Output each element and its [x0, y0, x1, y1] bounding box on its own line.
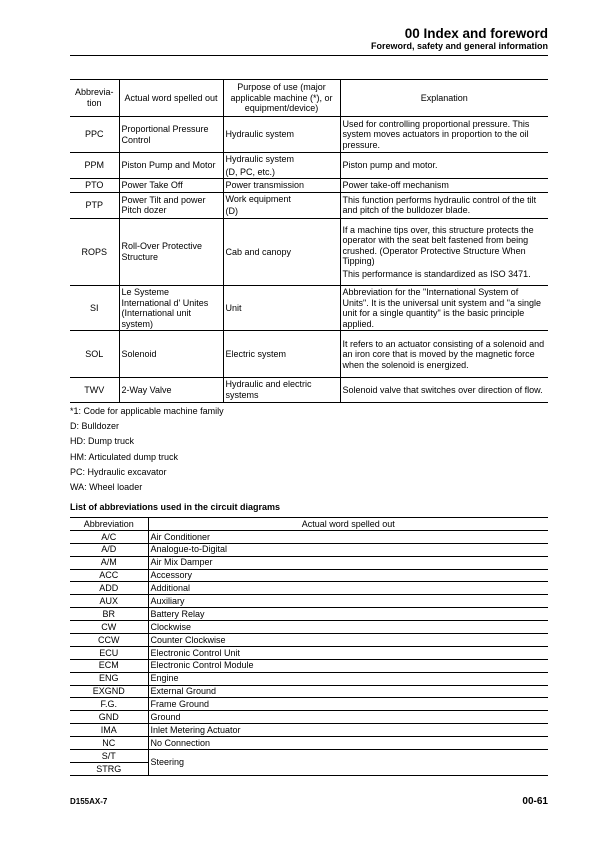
- word-cell: [119, 331, 223, 378]
- abbreviation-cell: F.G.: [70, 698, 148, 711]
- table-row: [70, 286, 548, 331]
- table-row: [70, 530, 548, 543]
- table-header-row: [70, 80, 548, 117]
- column-header-word: Actual word spelled out: [119, 80, 223, 117]
- section-title: List of abbreviations used in the circuit diagrams: [70, 502, 281, 512]
- explanation-cell-text: If a machine tips over, this structure protects the operator with the seat belt fastened from being crushed. (Operator Protective Structure When Tipping): [342, 224, 534, 267]
- note-item: D: Bulldozer: [70, 421, 120, 432]
- page-number: 00-61: [522, 796, 548, 807]
- purpose-cell-text-2: (D): [225, 206, 238, 217]
- word-cell: Accessory: [148, 569, 548, 582]
- explanation-cell-text: Solenoid valve that switches over direction of flow.: [342, 384, 543, 395]
- word-cell-text: Solenoid: [121, 349, 157, 360]
- explanation-cell-text: It refers to an actuator consisting of a solenoid and an iron core that is moved by the magnetic force when the solenoid is energized.: [342, 338, 545, 370]
- abbreviation-cell: NC: [70, 737, 148, 750]
- abbreviation-cell: A/M: [70, 556, 148, 569]
- table-row: [70, 659, 548, 672]
- table-row: [70, 672, 548, 685]
- abbreviation-cell: CW: [70, 621, 148, 634]
- word-cell: [119, 192, 223, 218]
- word-cell: Frame Ground: [148, 698, 548, 711]
- abbreviation-cell-text: PPC: [84, 129, 104, 140]
- table-row: [70, 192, 548, 218]
- word-cell: Battery Relay: [148, 608, 548, 621]
- word-cell: [119, 219, 223, 286]
- word-cell: External Ground: [148, 685, 548, 698]
- abbreviation-cell: ADD: [70, 582, 148, 595]
- abbreviation-cell: [70, 192, 119, 218]
- table-row: [70, 711, 548, 724]
- abbreviation-cell: ECM: [70, 659, 148, 672]
- abbreviation-cell: GND: [70, 711, 148, 724]
- purpose-cell: [223, 192, 340, 218]
- table-row: [70, 595, 548, 608]
- table-row: [70, 646, 548, 659]
- circuit-abbreviation-table: [70, 517, 548, 776]
- purpose-cell-text: Power transmission: [225, 180, 305, 191]
- word-cell: Additional: [148, 582, 548, 595]
- header-rule: [70, 55, 548, 56]
- table-row: [70, 698, 548, 711]
- table-row: [70, 543, 548, 556]
- purpose-cell-text-2: (D, PC, etc.): [225, 166, 276, 177]
- abbreviation-cell-text: TWV: [84, 384, 105, 395]
- note-item: *1: Code for applicable machine family: [70, 406, 224, 416]
- explanation-cell: [340, 179, 548, 193]
- word-cell: Analogue-to-Digital: [148, 543, 548, 556]
- abbreviation-cell: [70, 117, 119, 153]
- word-cell: Auxiliary: [148, 595, 548, 608]
- column-header-explanation: Explanation: [340, 80, 548, 117]
- word-cell: Air Mix Damper: [148, 556, 548, 569]
- table-row: [70, 331, 548, 378]
- table-row: [70, 750, 548, 763]
- word-cell: Clockwise: [148, 621, 548, 634]
- explanation-cell: [340, 331, 548, 378]
- explanation-cell-text: This function performs hydraulic control of the tilt and pitch of the bulldozer blade.: [342, 194, 537, 216]
- abbreviation-cell: BR: [70, 608, 148, 621]
- explanation-cell-text: Piston pump and motor.: [342, 160, 438, 171]
- word-cell: [119, 179, 223, 193]
- word-cell-text: 2-Way Valve: [121, 384, 172, 395]
- table-row: [70, 378, 548, 402]
- notes-list: [70, 406, 224, 497]
- abbreviation-cell: ECU: [70, 646, 148, 659]
- abbreviation-cell: [70, 286, 119, 331]
- table-row: [70, 219, 548, 286]
- abbreviation-cell-text: ROPS: [81, 246, 107, 257]
- abbreviation-cell: IMA: [70, 724, 148, 737]
- word-cell: [119, 286, 223, 331]
- word-cell: [119, 378, 223, 402]
- table-row: [70, 582, 548, 595]
- table-row: [70, 737, 548, 750]
- word-cell: [119, 153, 223, 179]
- purpose-cell: [223, 331, 340, 378]
- purpose-cell: [223, 378, 340, 402]
- word-cell-text: Le Systeme International d' Unites (International unit system): [121, 287, 209, 329]
- note-item: WA: Wheel loader: [70, 481, 143, 492]
- abbreviation-cell: [70, 378, 119, 402]
- abbreviation-cell: ACC: [70, 569, 148, 582]
- table-row: [70, 556, 548, 569]
- word-cell: Counter Clockwise: [148, 634, 548, 647]
- purpose-cell-text: Hydraulic system: [225, 129, 295, 140]
- word-cell: [119, 117, 223, 153]
- explanation-cell-text-2: This performance is standardized as ISO 3471.: [342, 268, 531, 279]
- note-item: HD: Dump truck: [70, 436, 135, 447]
- word-cell: Inlet Metering Actuator: [148, 724, 548, 737]
- explanation-cell-text: Power take-off mechanism: [342, 180, 449, 191]
- abbreviation-cell-text: SOL: [85, 349, 104, 360]
- abbreviation-cell: AUX: [70, 595, 148, 608]
- word-cell-text: Power Tilt and power Pitch dozer: [121, 194, 206, 216]
- explanation-cell: [340, 117, 548, 153]
- abbreviation-cell: CCW: [70, 634, 148, 647]
- abbreviation-cell-text: PTO: [85, 180, 104, 191]
- table-row: [70, 117, 548, 153]
- purpose-cell: [223, 117, 340, 153]
- column-header-abbreviation: Abbrevia-tion: [70, 80, 119, 117]
- abbreviation-cell: [70, 219, 119, 286]
- abbreviation-cell: [70, 331, 119, 378]
- abbreviation-cell: S/T: [70, 750, 148, 763]
- column-header-purpose: Purpose of use (major applicable machine (*), or equipment/device): [223, 80, 340, 117]
- purpose-cell: [223, 153, 340, 179]
- table-row: [70, 569, 548, 582]
- table-row: [70, 608, 548, 621]
- explanation-cell-text: Used for controlling proportional pressure. This system moves actuators in proportion to the oil pressure.: [342, 118, 530, 150]
- word-cell: Electronic Control Module: [148, 659, 548, 672]
- page-title: 00 Index and foreword: [404, 26, 548, 41]
- table-row: [70, 724, 548, 737]
- purpose-cell-text: Hydraulic and electric systems: [225, 379, 312, 401]
- explanation-cell: [340, 219, 548, 286]
- word-cell: Engine: [148, 672, 548, 685]
- purpose-cell-text: Work equipment: [225, 193, 291, 204]
- table-row: [70, 179, 548, 193]
- word-cell-text: Power Take Off: [121, 180, 183, 191]
- explanation-cell-text: Abbreviation for the "International System of Units". It is the universal unit system and "a single unit for a single quantity" is the basic principle applied.: [342, 287, 541, 329]
- abbreviation-cell: A/C: [70, 530, 148, 543]
- word-cell: Air Conditioner: [148, 530, 548, 543]
- column-header-word: Actual word spelled out: [148, 518, 548, 531]
- abbreviation-cell: [70, 179, 119, 193]
- page-subtitle: Foreword, safety and general information: [370, 41, 548, 51]
- abbreviation-cell: A/D: [70, 543, 148, 556]
- table-header-row: [70, 518, 548, 531]
- purpose-cell-text: Hydraulic system: [225, 154, 295, 164]
- word-cell: Ground: [148, 711, 548, 724]
- purpose-cell-text: Electric system: [225, 349, 287, 360]
- explanation-cell: [340, 192, 548, 218]
- table-row: [70, 153, 548, 179]
- circuit-abbreviation-table-body: [70, 518, 548, 776]
- abbreviation-table: [70, 79, 548, 403]
- abbreviation-cell: EXGND: [70, 685, 148, 698]
- abbreviation-cell: STRG: [70, 762, 148, 775]
- purpose-cell: [223, 286, 340, 331]
- purpose-cell-text: Cab and canopy: [225, 246, 292, 257]
- explanation-cell: [340, 378, 548, 402]
- word-cell: Steering: [148, 750, 548, 776]
- explanation-cell: [340, 286, 548, 331]
- abbreviation-cell-text: PTP: [85, 200, 103, 211]
- abbreviation-table-body: [70, 80, 548, 403]
- purpose-cell: [223, 219, 340, 286]
- purpose-cell: [223, 179, 340, 193]
- word-cell-text: Roll-Over Protective Structure: [121, 241, 203, 263]
- purpose-cell-text: Unit: [225, 302, 242, 313]
- word-cell-text: Piston Pump and Motor: [121, 160, 216, 171]
- word-cell: Electronic Control Unit: [148, 646, 548, 659]
- abbreviation-cell: [70, 153, 119, 179]
- abbreviation-cell-text: PPM: [84, 160, 104, 171]
- column-header-abbreviation: Abbreviation: [70, 518, 148, 531]
- word-cell-text: Proportional Pressure Control: [121, 123, 209, 145]
- abbreviation-cell: ENG: [70, 672, 148, 685]
- table-row: [70, 621, 548, 634]
- note-item: PC: Hydraulic excavator: [70, 466, 167, 477]
- table-row: [70, 634, 548, 647]
- model-number: D155AX-7: [70, 797, 108, 806]
- abbreviation-cell-text: SI: [89, 302, 99, 313]
- note-item: HM: Articulated dump truck: [70, 451, 179, 462]
- explanation-cell: [340, 153, 548, 179]
- word-cell: No Connection: [148, 737, 548, 750]
- table-row: [70, 685, 548, 698]
